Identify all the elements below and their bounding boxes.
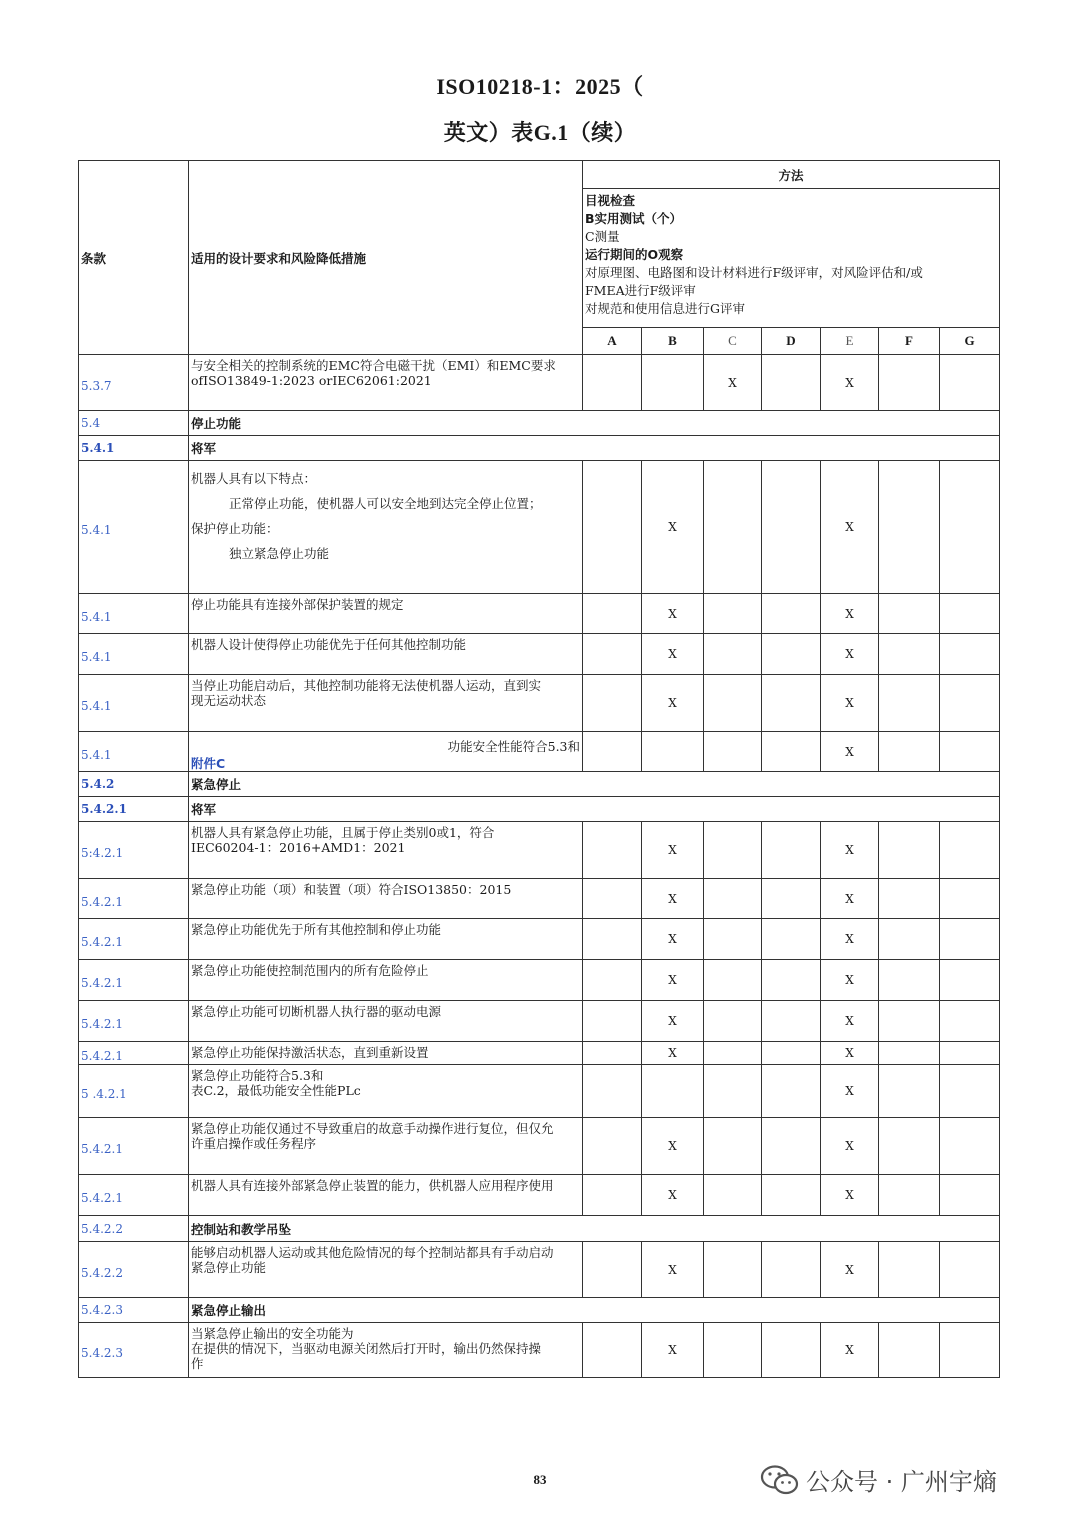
requirement-line: ofISO13849-1:2023 orIEC62061:2021 — [191, 373, 432, 388]
mark-cell-f — [879, 1175, 940, 1216]
requirement-line: 附件C — [191, 756, 226, 771]
mark-cell-g — [940, 634, 1000, 675]
mark-cell-d — [762, 1001, 821, 1042]
mark-cell-a — [583, 355, 642, 411]
requirement-line: 紧急停止功能优先于所有其他控制和停止功能 — [191, 922, 442, 937]
section-title: 停止功能 — [189, 411, 1000, 436]
mark-cell-b: X — [642, 1175, 704, 1216]
mark-cell-b: X — [642, 594, 704, 634]
watermark — [760, 1462, 997, 1497]
mark-cell-f — [879, 1065, 940, 1118]
section-row — [79, 1298, 1000, 1323]
mark-cell-e: X — [821, 1323, 879, 1378]
section-title: 紧急停止输出 — [189, 1298, 1000, 1323]
methods-legend-line: C测量 — [585, 229, 620, 244]
page-number: 83 — [533, 1472, 547, 1487]
clause-cell: 5.4.2 — [79, 772, 189, 797]
requirement-line: 独立紧急停止功能 — [229, 546, 330, 561]
mark-cell-f — [879, 879, 940, 919]
requirement-line: 机器人具有以下特点： — [191, 471, 317, 486]
mark-cell-e: X — [821, 822, 879, 879]
mark-cell-e: X — [821, 1042, 879, 1065]
section-title: 将军 — [189, 436, 1000, 461]
column-header-f: F — [879, 328, 940, 355]
clause-cell: 5.4.2.1 — [79, 1001, 189, 1042]
mark-cell-f — [879, 355, 940, 411]
mark-cell-c — [704, 1042, 762, 1065]
methods-legend-line: FMEA进行F级评审 — [585, 283, 696, 298]
clause-cell: 5.4.2.1 — [79, 919, 189, 960]
mark-cell-c — [704, 1242, 762, 1298]
requirement-line: 紧急停止功能可切断机器人执行器的驱动电源 — [191, 1004, 442, 1019]
mark-cell-g — [940, 675, 1000, 732]
mark-cell-g — [940, 461, 1000, 594]
clause-cell: 5.4.2.3 — [79, 1298, 189, 1323]
mark-cell-b: X — [642, 1118, 704, 1175]
requirement-cell — [189, 879, 583, 919]
clause-cell: 5:4.2.1 — [79, 822, 189, 879]
mark-cell-f — [879, 1118, 940, 1175]
mark-cell-d — [762, 594, 821, 634]
table-row — [79, 594, 1000, 634]
requirement-line: 正常停止功能，使机器人可以安全地到达完全停止位置； — [229, 496, 542, 511]
mark-cell-c: X — [704, 355, 762, 411]
table-row — [79, 879, 1000, 919]
mark-cell-a — [583, 675, 642, 732]
mark-cell-a — [583, 634, 642, 675]
section-title: 紧急停止 — [189, 772, 1000, 797]
section-row — [79, 772, 1000, 797]
wechat-icon — [760, 1464, 800, 1496]
watermark-text: 公众号 · 广州宇熵 — [806, 1468, 997, 1496]
table-row — [79, 1323, 1000, 1378]
mark-cell-a — [583, 1323, 642, 1378]
clause-cell: 5.4.1 — [79, 461, 189, 594]
mark-cell-g — [940, 1242, 1000, 1298]
mark-cell-e: X — [821, 732, 879, 772]
mark-cell-a — [583, 1242, 642, 1298]
clause-cell: 5.4.2.1 — [79, 960, 189, 1001]
column-header-a: A — [583, 328, 642, 355]
requirement-line: IEC60204-1：2016+AMD1：2021 — [191, 840, 406, 855]
mark-cell-a — [583, 461, 642, 594]
section-title: 将军 — [189, 797, 1000, 822]
table-row — [79, 732, 1000, 772]
mark-cell-e: X — [821, 675, 879, 732]
mark-cell-e: X — [821, 1242, 879, 1298]
requirement-line: 保护停止功能： — [191, 521, 279, 536]
clause-cell: 5.4.2.1 — [79, 1042, 189, 1065]
clause-header: 条款 — [79, 161, 189, 355]
mark-cell-e: X — [821, 919, 879, 960]
methods-legend-line: 运行期间的O观察 — [585, 247, 684, 262]
mark-cell-f — [879, 1323, 940, 1378]
mark-cell-d — [762, 634, 821, 675]
mark-cell-d — [762, 1323, 821, 1378]
mark-cell-d — [762, 960, 821, 1001]
mark-cell-d — [762, 879, 821, 919]
mark-cell-c — [704, 594, 762, 634]
table-row — [79, 1118, 1000, 1175]
mark-cell-b: X — [642, 1323, 704, 1378]
mark-cell-a — [583, 919, 642, 960]
requirement-line: 紧急停止功能保持激活状态，直到重新设置 — [191, 1045, 429, 1060]
mark-cell-e: X — [821, 461, 879, 594]
requirement-cell — [189, 594, 583, 634]
mark-cell-f — [879, 1042, 940, 1065]
requirement-cell — [189, 1001, 583, 1042]
mark-cell-c — [704, 675, 762, 732]
mark-cell-g — [940, 919, 1000, 960]
mark-cell-g — [940, 355, 1000, 411]
requirement-cell — [189, 1323, 583, 1378]
requirement-cell — [189, 461, 583, 594]
methods-legend-line: 对规范和使用信息进行G评审 — [585, 301, 745, 316]
table-row — [79, 1065, 1000, 1118]
table-row — [79, 675, 1000, 732]
mark-cell-b: X — [642, 960, 704, 1001]
methods-header: 方法 — [583, 161, 1000, 189]
mark-cell-g — [940, 1175, 1000, 1216]
clause-cell: 5 .4.2.1 — [79, 1065, 189, 1118]
requirement-cell — [189, 822, 583, 879]
mark-cell-d — [762, 822, 821, 879]
requirement-line: 作 — [191, 1356, 204, 1371]
mark-cell-f — [879, 919, 940, 960]
requirement-cell — [189, 355, 583, 411]
mark-cell-f — [879, 732, 940, 772]
requirement-cell — [189, 732, 583, 772]
mark-cell-a — [583, 1175, 642, 1216]
document-title-line-2: 英文）表G.1（续） — [443, 120, 637, 145]
mark-cell-g — [940, 1065, 1000, 1118]
mark-cell-b: X — [642, 879, 704, 919]
mark-cell-d — [762, 1175, 821, 1216]
mark-cell-b: X — [642, 1001, 704, 1042]
table-row — [79, 822, 1000, 879]
clause-cell: 5.4.1 — [79, 436, 189, 461]
mark-cell-e: X — [821, 1118, 879, 1175]
mark-cell-c — [704, 461, 762, 594]
mark-cell-a — [583, 1042, 642, 1065]
mark-cell-d — [762, 355, 821, 411]
mark-cell-b: X — [642, 1042, 704, 1065]
table-row — [79, 355, 1000, 411]
mark-cell-f — [879, 822, 940, 879]
mark-cell-d — [762, 732, 821, 772]
mark-cell-c — [704, 879, 762, 919]
mark-cell-f — [879, 960, 940, 1001]
mark-cell-e: X — [821, 960, 879, 1001]
mark-cell-e: X — [821, 634, 879, 675]
mark-cell-e: X — [821, 1175, 879, 1216]
clause-cell: 5.4.2.1 — [79, 879, 189, 919]
table-row — [79, 1001, 1000, 1042]
methods-legend-line: B实用测试（个） — [585, 211, 683, 226]
requirement-line: 在提供的情况下，当驱动电源关闭然后打开时，输出仍然保持操 — [191, 1341, 542, 1356]
mark-cell-g — [940, 1042, 1000, 1065]
mark-cell-b: X — [642, 634, 704, 675]
mark-cell-f — [879, 1242, 940, 1298]
mark-cell-c — [704, 960, 762, 1001]
mark-cell-e: X — [821, 879, 879, 919]
mark-cell-c — [704, 1175, 762, 1216]
mark-cell-c — [704, 634, 762, 675]
requirement-line: 紧急停止功能（项）和装置（项）符合ISO13850：2015 — [191, 882, 512, 897]
mark-cell-g — [940, 1001, 1000, 1042]
mark-cell-d — [762, 461, 821, 594]
mark-cell-f — [879, 1001, 940, 1042]
clause-cell: 5.4.2.1 — [79, 1175, 189, 1216]
mark-cell-a — [583, 1001, 642, 1042]
clause-cell: 5.4.2.1 — [79, 1118, 189, 1175]
column-header-c: C — [704, 328, 762, 355]
clause-cell: 5.4 — [79, 411, 189, 436]
requirement-line: 与安全相关的控制系统的EMC符合电磁干扰（EMI）和EMC要求 — [191, 358, 556, 373]
requirement-line: 功能安全性能符合5.3和 — [447, 739, 580, 754]
requirement-cell — [189, 1042, 583, 1065]
mark-cell-b: X — [642, 919, 704, 960]
requirement-line: 当紧急停止输出的安全功能为 — [191, 1326, 354, 1341]
requirement-line: 紧急停止功能符合5.3和 — [191, 1068, 324, 1083]
column-header-g: G — [940, 328, 1000, 355]
mark-cell-e: X — [821, 355, 879, 411]
mark-cell-d — [762, 919, 821, 960]
clause-cell: 5.4.1 — [79, 634, 189, 675]
mark-cell-g — [940, 732, 1000, 772]
section-row — [79, 797, 1000, 822]
mark-cell-d — [762, 1242, 821, 1298]
requirement-line: 当停止功能启动后，其他控制功能将无法使机器人运动，直到实 — [191, 678, 542, 693]
mark-cell-c — [704, 1001, 762, 1042]
mark-cell-g — [940, 960, 1000, 1001]
mark-cell-a — [583, 1065, 642, 1118]
column-header-e: E — [821, 328, 879, 355]
methods-legend-line: 目视检查 — [585, 193, 636, 208]
requirement-line: 许重启操作或任务程序 — [191, 1136, 317, 1151]
requirement-line: 能够启动机器人运动或其他危险情况的每个控制站都具有手动启动 — [191, 1245, 554, 1260]
mark-cell-d — [762, 1118, 821, 1175]
mark-cell-e: X — [821, 1001, 879, 1042]
mark-cell-b — [642, 732, 704, 772]
mark-cell-f — [879, 594, 940, 634]
mark-cell-g — [940, 879, 1000, 919]
clause-cell: 5.4.1 — [79, 594, 189, 634]
mark-cell-g — [940, 1323, 1000, 1378]
mark-cell-d — [762, 675, 821, 732]
table-row — [79, 919, 1000, 960]
mark-cell-b: X — [642, 675, 704, 732]
requirement-cell — [189, 675, 583, 732]
mark-cell-a — [583, 879, 642, 919]
mark-cell-b — [642, 355, 704, 411]
table-row — [79, 1175, 1000, 1216]
column-header-d: D — [762, 328, 821, 355]
section-row — [79, 1216, 1000, 1242]
mark-cell-g — [940, 1118, 1000, 1175]
mark-cell-b — [642, 1065, 704, 1118]
requirement-header: 适用的设计要求和风险降低措施 — [189, 161, 583, 355]
mark-cell-g — [940, 594, 1000, 634]
column-header-b: B — [642, 328, 704, 355]
requirement-cell — [189, 1065, 583, 1118]
mark-cell-e: X — [821, 594, 879, 634]
mark-cell-a — [583, 822, 642, 879]
mark-cell-a — [583, 732, 642, 772]
clause-cell: 5.4.2.3 — [79, 1323, 189, 1378]
methods-legend-line: 对原理图、电路图和设计材料进行F级评审，对风险评估和/或 — [585, 265, 923, 280]
requirement-cell — [189, 919, 583, 960]
requirement-cell — [189, 1118, 583, 1175]
mark-cell-d — [762, 1042, 821, 1065]
mark-cell-b: X — [642, 461, 704, 594]
mark-cell-a — [583, 960, 642, 1001]
mark-cell-c — [704, 1118, 762, 1175]
mark-cell-f — [879, 675, 940, 732]
methods-legend — [583, 189, 1000, 328]
requirement-line: 机器人具有紧急停止功能，且属于停止类别0或1，符合 — [191, 825, 495, 840]
mark-cell-a — [583, 594, 642, 634]
requirement-line: 机器人设计使得停止功能优先于任何其他控制功能 — [191, 637, 467, 652]
mark-cell-c — [704, 919, 762, 960]
requirement-line: 紧急停止功能 — [191, 1260, 267, 1275]
requirement-line: 现无运动状态 — [191, 693, 267, 708]
section-title: 控制站和教学吊坠 — [189, 1216, 1000, 1242]
mark-cell-a — [583, 1118, 642, 1175]
requirement-line: 表C.2，最低功能安全性能PLc — [191, 1083, 361, 1098]
requirement-line: 停止功能具有连接外部保护装置的规定 — [191, 597, 404, 612]
clause-cell: 5.3.7 — [79, 355, 189, 411]
mark-cell-f — [879, 461, 940, 594]
requirement-cell — [189, 1242, 583, 1298]
mark-cell-e: X — [821, 1065, 879, 1118]
clause-cell: 5.4.2.2 — [79, 1216, 189, 1242]
clause-cell: 5.4.2.1 — [79, 797, 189, 822]
mark-cell-f — [879, 634, 940, 675]
mark-cell-d — [762, 1065, 821, 1118]
mark-cell-c — [704, 822, 762, 879]
section-row — [79, 411, 1000, 436]
clause-cell: 5.4.1 — [79, 732, 189, 772]
mark-cell-b: X — [642, 1242, 704, 1298]
requirement-cell — [189, 1175, 583, 1216]
mark-cell-b: X — [642, 822, 704, 879]
table-row — [79, 634, 1000, 675]
requirement-cell — [189, 634, 583, 675]
mark-cell-c — [704, 732, 762, 772]
requirement-cell — [189, 960, 583, 1001]
method-table — [78, 160, 1000, 1378]
clause-cell: 5.4.2.2 — [79, 1242, 189, 1298]
table-row — [79, 960, 1000, 1001]
section-row — [79, 436, 1000, 461]
clause-cell: 5.4.1 — [79, 675, 189, 732]
table-row — [79, 1042, 1000, 1065]
mark-cell-c — [704, 1065, 762, 1118]
mark-cell-g — [940, 822, 1000, 879]
requirement-line: 机器人具有连接外部紧急停止装置的能力，供机器人应用程序使用 — [191, 1178, 554, 1193]
requirement-line: 紧急停止功能使控制范围内的所有危险停止 — [191, 963, 429, 978]
document-title-line-1: ISO10218-1：2025（ — [436, 74, 644, 99]
requirement-line: 紧急停止功能仅通过不导致重启的故意手动操作进行复位，但仅允 — [191, 1121, 554, 1136]
table-row — [79, 1242, 1000, 1298]
mark-cell-c — [704, 1323, 762, 1378]
table-row — [79, 461, 1000, 594]
